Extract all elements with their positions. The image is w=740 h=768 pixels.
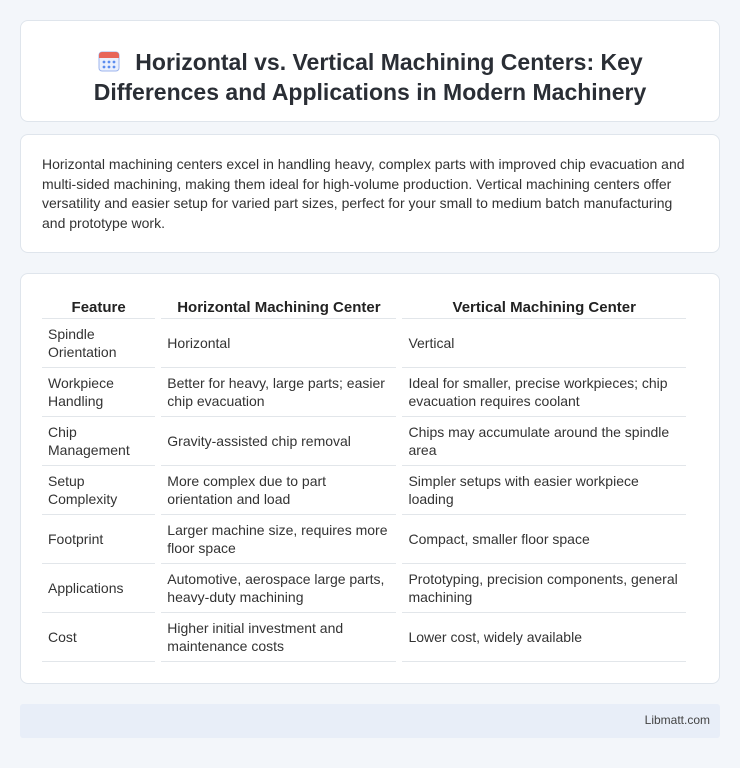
table-row xyxy=(42,417,686,466)
feature-cell: Spindle Orientation xyxy=(42,319,155,368)
vertical-cell: Prototyping, precision components, general machining xyxy=(402,564,686,613)
table-row xyxy=(42,564,686,613)
feature-cell: Cost xyxy=(42,613,155,662)
horizontal-cell: Automotive, aerospace large parts, heavy-duty machining xyxy=(161,564,396,613)
horizontal-cell: Larger machine size, requires more floor space xyxy=(161,515,396,564)
vertical-cell: Simpler setups with easier workpiece loading xyxy=(402,466,686,515)
table-row xyxy=(42,319,686,368)
page-title xyxy=(41,47,699,107)
title-card xyxy=(20,20,720,122)
summary-card xyxy=(20,134,720,253)
feature-cell: Workpiece Handling xyxy=(42,368,155,417)
table-row xyxy=(42,613,686,662)
horizontal-cell: Horizontal xyxy=(161,319,396,368)
vertical-cell: Chips may accumulate around the spindle area xyxy=(402,417,686,466)
table-row xyxy=(42,466,686,515)
table-header-row xyxy=(42,295,686,319)
calendar-icon xyxy=(97,49,121,73)
header-feature: Feature xyxy=(42,295,155,319)
footer-brand: Libmatt.com xyxy=(644,713,710,727)
feature-cell: Setup Complexity xyxy=(42,466,155,515)
comparison-card xyxy=(20,273,720,684)
horizontal-cell: Better for heavy, large parts; easier chip evacuation xyxy=(161,368,396,417)
table-row xyxy=(42,368,686,417)
feature-cell: Applications xyxy=(42,564,155,613)
footer xyxy=(20,704,720,738)
vertical-cell: Ideal for smaller, precise workpieces; chip evacuation requires coolant xyxy=(402,368,686,417)
vertical-cell: Lower cost, widely available xyxy=(402,613,686,662)
header-vertical: Vertical Machining Center xyxy=(402,295,686,319)
table-row xyxy=(42,515,686,564)
comparison-table xyxy=(36,295,692,662)
summary-text: Horizontal machining centers excel in handling heavy, complex parts with improved chip evacuation and multi-sided machining, making them ideal for high-volume production. Vertical machining centers offer versatility and easier setup for varied part sizes, perfect for your small to medium batch manufacturing and prototype work. xyxy=(42,156,685,231)
header-horizontal: Horizontal Machining Center xyxy=(161,295,396,319)
feature-cell: Footprint xyxy=(42,515,155,564)
horizontal-cell: Higher initial investment and maintenance costs xyxy=(161,613,396,662)
feature-cell: Chip Management xyxy=(42,417,155,466)
page-title-text: Horizontal vs. Vertical Machining Centers: Key Differences and Applications in Modern Machinery xyxy=(93,49,647,105)
vertical-cell: Compact, smaller floor space xyxy=(402,515,686,564)
vertical-cell: Vertical xyxy=(402,319,686,368)
horizontal-cell: Gravity-assisted chip removal xyxy=(161,417,396,466)
horizontal-cell: More complex due to part orientation and load xyxy=(161,466,396,515)
